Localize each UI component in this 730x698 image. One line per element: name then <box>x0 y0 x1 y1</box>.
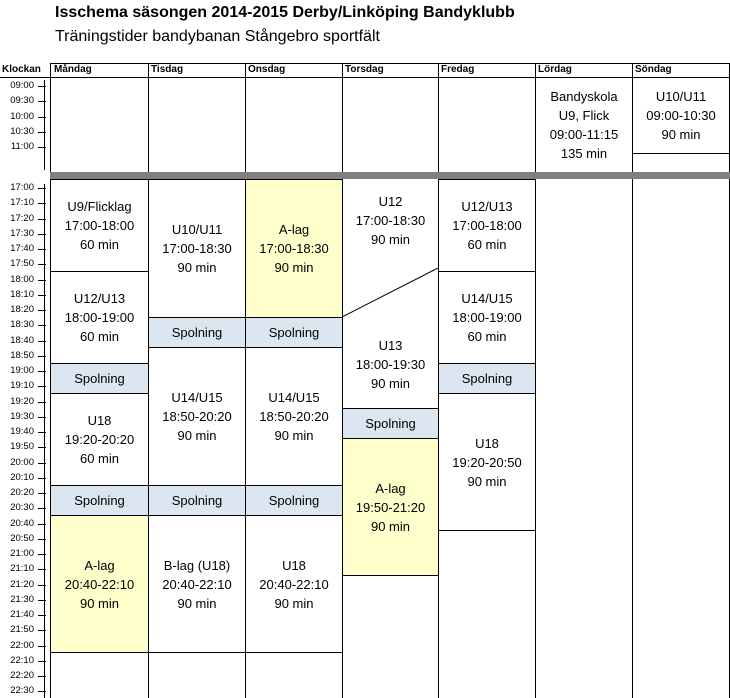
day-header-tuesday: Tisdag <box>151 64 184 75</box>
session-wednesday-alag <box>245 179 343 318</box>
session-wednesday-u14 <box>245 347 343 486</box>
time-axis-line <box>44 80 45 170</box>
time-label: 18:50 <box>10 349 34 361</box>
time-label: 18:40 <box>10 334 34 346</box>
session-label: U14/U15 <box>268 390 320 405</box>
session-time: 17:00-18:00 <box>452 218 522 233</box>
session-label: A-lag <box>278 222 310 237</box>
session-sunday-u10 <box>633 78 729 153</box>
time-label: 10:30 <box>10 125 34 137</box>
session-label: U10/U11 <box>655 89 707 104</box>
session-group: U9, Flick <box>558 108 610 123</box>
session-label: Spolning <box>268 493 320 508</box>
time-tick <box>38 234 46 235</box>
session-time: 18:50-20:20 <box>162 409 232 424</box>
session-monday-u9 <box>50 179 149 272</box>
session-time: 18:00-19:30 <box>355 356 426 372</box>
session-duration: 60 min <box>467 237 507 252</box>
session-time: 09:00-11:15 <box>549 127 619 142</box>
time-tick <box>38 219 46 220</box>
time-tick <box>38 615 46 616</box>
time-label: 19:10 <box>10 380 34 392</box>
session-wednesday-spolning-1 <box>245 317 343 348</box>
session-label: U10/U11 <box>171 222 223 237</box>
time-axis-line <box>44 184 45 698</box>
session-label: Spolning <box>461 371 513 386</box>
time-tick <box>38 280 46 281</box>
time-label: 19:30 <box>10 410 34 422</box>
session-duration: 90 min <box>79 595 120 611</box>
time-tick <box>38 524 46 525</box>
session-duration: 90 min <box>370 231 411 247</box>
time-tick <box>38 600 46 601</box>
session-tuesday-spolning-1 <box>148 317 246 348</box>
session-thursday-alag <box>342 438 439 576</box>
time-label: 22:30 <box>10 685 34 697</box>
time-label: 21:50 <box>10 624 34 636</box>
time-label: 19:00 <box>10 365 34 376</box>
grid-line <box>50 63 730 64</box>
session-duration: 90 min <box>177 595 217 611</box>
session-monday-spolning-1 <box>50 363 149 394</box>
session-label: A-lag <box>375 480 406 496</box>
session-label: Spolning <box>74 493 125 508</box>
time-label: 20:50 <box>10 532 34 544</box>
session-duration: 90 min <box>661 127 701 142</box>
time-label: 21:40 <box>10 609 34 620</box>
session-label: Spolning <box>171 493 223 508</box>
session-duration: 60 min <box>79 237 120 252</box>
time-tick <box>38 295 46 296</box>
session-tuesday-u10 <box>148 179 246 318</box>
session-time: 19:20-20:20 <box>64 432 135 447</box>
time-label: 17:40 <box>10 243 34 254</box>
time-tick <box>38 691 46 692</box>
session-thursday-u12 <box>343 180 438 260</box>
time-column-header: Klockan <box>2 64 41 75</box>
time-label: 21:20 <box>10 578 34 590</box>
time-label: 20:30 <box>10 502 34 514</box>
session-time: 19:50-21:20 <box>355 499 426 515</box>
session-label: Spolning <box>365 416 416 431</box>
session-label: U9/Flicklag <box>67 199 132 214</box>
time-tick <box>38 386 46 387</box>
time-tick <box>38 86 46 87</box>
session-label: U12/U13 <box>461 199 513 214</box>
time-tick <box>38 539 46 540</box>
session-duration: 60 min <box>467 329 507 344</box>
session-monday-u18 <box>50 393 149 486</box>
time-tick <box>38 569 46 570</box>
session-label: U18 <box>282 557 306 573</box>
session-monday-spolning-2 <box>50 485 149 516</box>
session-monday-u12 <box>50 271 149 364</box>
time-label: 19:50 <box>10 441 34 453</box>
page-subtitle: Träningstider bandybanan Stångebro sportfält <box>55 28 380 45</box>
time-label: 17:20 <box>10 212 34 224</box>
time-label: 17:50 <box>10 258 34 270</box>
session-time: 20:40-22:10 <box>64 576 135 592</box>
session-time: 20:40-22:10 <box>259 576 329 592</box>
session-wednesday-u18 <box>245 515 343 653</box>
session-duration: 90 min <box>177 428 217 443</box>
time-tick <box>38 432 46 433</box>
session-duration: 90 min <box>467 473 507 489</box>
session-tuesday-spolning-2 <box>148 485 246 516</box>
session-duration: 60 min <box>79 329 120 344</box>
session-label: U14/U15 <box>461 291 513 306</box>
session-label: U14/U15 <box>171 390 223 405</box>
session-label: U13 <box>378 337 403 353</box>
day-header-saturday: Lördag <box>538 64 572 75</box>
time-tick <box>38 417 46 418</box>
session-time: 18:00-19:00 <box>452 310 522 325</box>
time-tick <box>38 310 46 311</box>
time-label: 19:20 <box>10 395 34 407</box>
time-tick <box>38 203 46 204</box>
time-tick <box>38 447 46 448</box>
session-time: 18:00-19:00 <box>64 310 135 325</box>
time-label: 18:00 <box>10 273 34 285</box>
session-label: U18 <box>475 435 499 451</box>
session-wednesday-spolning-2 <box>245 485 343 516</box>
session-label: U12/U13 <box>73 291 126 306</box>
session-duration: 135 min <box>560 146 608 161</box>
time-tick <box>38 117 46 118</box>
time-tick <box>38 646 46 647</box>
session-time: 19:20-20:50 <box>452 454 522 470</box>
time-tick <box>38 356 46 357</box>
day-header-monday: Måndag <box>54 64 92 75</box>
session-duration: 60 min <box>79 451 120 466</box>
session-duration: 90 min <box>177 260 217 275</box>
time-label: 11:00 <box>10 141 34 153</box>
session-duration: 90 min <box>274 428 314 443</box>
session-time: 20:40-22:10 <box>162 576 232 592</box>
session-label: Spolning <box>171 325 223 340</box>
session-duration: 90 min <box>274 595 314 611</box>
time-tick <box>38 371 46 372</box>
session-friday-spolning <box>438 363 536 394</box>
time-tick <box>38 554 46 555</box>
time-label: 22:20 <box>10 670 34 681</box>
morning-evening-separator <box>50 172 730 179</box>
time-tick <box>38 630 46 631</box>
time-label: 22:10 <box>10 654 34 666</box>
session-time: 17:00-18:30 <box>355 212 426 228</box>
overlap-diagonal-line <box>342 268 439 318</box>
time-label: 18:20 <box>10 304 34 315</box>
session-time: 17:00-18:30 <box>162 241 232 256</box>
grid-line <box>632 153 730 154</box>
session-time: 17:00-18:30 <box>259 241 329 256</box>
session-label: Bandyskola <box>550 89 618 104</box>
session-duration: 90 min <box>370 375 411 391</box>
session-friday-u12 <box>438 179 536 272</box>
time-tick <box>38 463 46 464</box>
time-tick <box>38 508 46 509</box>
time-tick <box>38 402 46 403</box>
time-tick <box>38 101 46 102</box>
time-label: 09:00 <box>10 80 34 91</box>
time-label: 22:00 <box>10 639 34 651</box>
day-header-friday: Fredag <box>441 64 475 75</box>
time-label: 17:00 <box>10 182 34 193</box>
time-tick <box>38 493 46 494</box>
time-label: 21:30 <box>10 593 34 605</box>
grid-line <box>632 63 633 698</box>
day-header-thursday: Torsdag <box>345 64 384 75</box>
session-monday-alag <box>50 515 149 653</box>
session-tuesday-u14 <box>148 347 246 486</box>
time-label: 21:00 <box>10 548 34 559</box>
day-header-wednesday: Onsdag <box>248 64 286 75</box>
session-tuesday-blag <box>148 515 246 653</box>
time-label: 21:10 <box>10 563 34 575</box>
day-header-sunday: Söndag <box>635 64 672 75</box>
session-time: 17:00-18:00 <box>64 218 135 233</box>
time-tick <box>38 132 46 133</box>
time-tick <box>38 478 46 479</box>
session-time: 18:50-20:20 <box>259 409 329 424</box>
session-thursday-spolning <box>342 408 439 439</box>
session-label: U12 <box>378 193 403 209</box>
time-tick <box>38 325 46 326</box>
time-label: 17:10 <box>10 197 34 209</box>
time-tick <box>38 661 46 662</box>
time-tick <box>38 341 46 342</box>
time-label: 20:10 <box>10 471 34 483</box>
session-label: A-lag <box>84 557 115 573</box>
time-tick <box>38 249 46 250</box>
time-label: 10:00 <box>10 110 34 122</box>
session-saturday-bandyskola <box>536 78 632 172</box>
session-label: B-lag (U18) <box>163 557 231 573</box>
time-label: 17:30 <box>10 227 34 239</box>
time-label: 20:00 <box>10 456 34 468</box>
time-label: 18:10 <box>10 288 34 300</box>
session-label: Spolning <box>268 325 320 340</box>
session-thursday-u13 <box>343 320 438 408</box>
time-label: 19:40 <box>10 426 34 437</box>
time-label: 18:30 <box>10 319 34 331</box>
time-tick <box>38 676 46 677</box>
session-friday-u18 <box>438 393 536 531</box>
time-tick <box>38 188 46 189</box>
time-tick <box>38 585 46 586</box>
session-time: 09:00-10:30 <box>646 108 716 123</box>
page-title: Isschema säsongen 2014-2015 Derby/Linköping Bandyklubb <box>55 4 515 21</box>
session-duration: 90 min <box>274 260 314 275</box>
time-label: 20:20 <box>10 487 34 498</box>
time-tick <box>38 264 46 265</box>
session-friday-u14 <box>438 271 536 364</box>
session-label: Spolning <box>74 371 125 386</box>
session-label: U18 <box>87 413 112 428</box>
time-label: 09:30 <box>10 95 34 107</box>
time-tick <box>38 147 46 148</box>
session-duration: 90 min <box>370 518 411 534</box>
time-label: 20:40 <box>10 517 34 529</box>
